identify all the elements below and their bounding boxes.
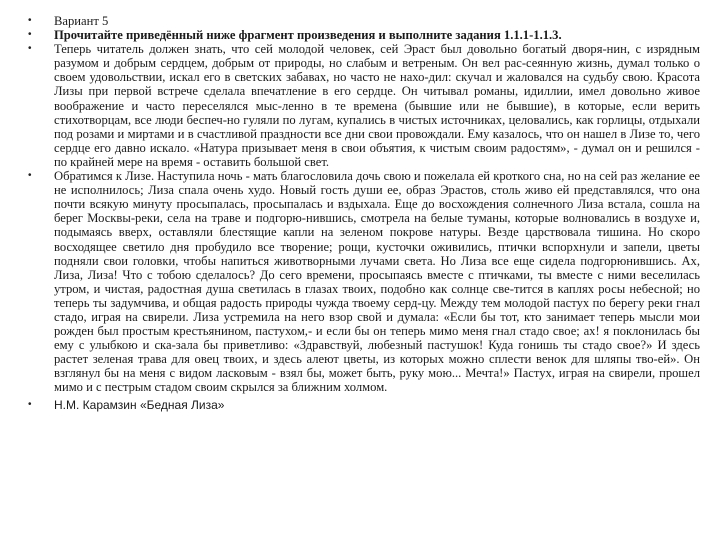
bullet-icon: • bbox=[28, 15, 32, 26]
document-page bbox=[28, 14, 700, 412]
paragraph-1: Теперь читатель должен знать, что сей молодой человек, сей Эраст был довольно богатый дворя-нин, с изрядным разумом и добрым сердцем, добрым от природы, но слабым и ветреным. Он вел рас-сеянную жизнь, думал только о своем удовольствии, искал его в светских забавах, но часто не нахо-дил: скучал и жаловался на судьбу свою. Красота Лизы при первой встрече сделала впечатление в его сердце. Он читывал романы, идиллии, имел довольно живое воображение и часто переселялся мыс-ленно в те времена (бывшие или не бывшие), в которые, если верить стихотворцам, все люди беспеч-но гуляли по лугам, купались в чистых источниках, целовались, как горлицы, отдыхали под розами и миртами и в счастливой праздности все дни свои провождали. Ему казалось, что он нашел в Лизе то, чего сердце его давно искало. «Натура призывает меня в свои объятия, к чистым своим радостям», - думал он и решился - по крайней мере на время - оставить большой свет. bbox=[54, 42, 700, 169]
bullet-icon: • bbox=[28, 43, 32, 55]
bullet-icon: • bbox=[28, 29, 32, 41]
list-item-paragraph-2 bbox=[28, 169, 700, 395]
list-item-author bbox=[28, 398, 700, 412]
bullet-icon: • bbox=[28, 398, 32, 410]
bullet-list bbox=[28, 14, 700, 412]
bullet-icon: • bbox=[28, 170, 32, 182]
list-item-variant bbox=[28, 14, 700, 28]
author-line: Н.М. Карамзин «Бедная Лиза» bbox=[54, 397, 225, 412]
variant-label: Вариант 5 bbox=[54, 14, 109, 28]
task-heading: Прочитайте приведённый ниже фрагмент произведения и выполните задания 1.1.1-1.1.3. bbox=[54, 28, 562, 43]
list-item-task-heading bbox=[28, 28, 700, 42]
paragraph-2: Обратимся к Лизе. Наступила ночь - мать благословила дочь свою и пожелала ей кроткого сна, но на сей раз желание ее не исполнилось; Лиза спала очень худо. Новый гость души ее, образ Эрастов, столь живо ей представлялся, что она почти всякую минуту просыпалась, просыпалась и вздыхала. Еще до восхождения солнечного Лиза встала, сошла на берег Москвы-реки, села на траве и подгорю-нившись, смотрела на белые туманы, которые волновались в воздухе и, подымаясь вверх, оставляли блестящие капли на зеленом покрове натуры. Везде царствовала тишина. Но скоро восходящее светило дня пробудило все творение; рощи, кусточки оживились, птички вспорхнули и запели, цветы подняли свои головки, чтобы напиться животворными лучами света. Но Лиза все еще сидела подгорюнившись. Ах, Лиза, Лиза! Что с тобою сделалось? До сего времени, просыпаясь вместе с птичками, ты вместе с ними веселилась утром, и чистая, радостная душа светилась в глазах твоих, подобно как солнце све-тится в каплях росы небесной; но теперь ты задумчива, и общая радость природы чужда твоему серд-цу. Между тем молодой пастух по берегу реки гнал стадо, играя на свирели. Лиза устремила на него взор свой и думала: «Если бы тот, кто занимает теперь мысли мои рожден был простым крестьянином, пастухом,- и если бы он теперь мимо меня гнал стадо свое; ах! я поклонилась бы ему с улыбкою и ска-зала бы приветливо: «Здравствуй, любезный пастушок! Куда гонишь ты стадо свое?» И здесь растет зеленая трава для овец твоих, и здесь алеют цветы, из которых можно сплести венок для шляпы тво-ей». Он взглянул бы на меня с видом ласковым - взял бы, может быть, руку мою... Мечта!» Пастух, играя на свирели, прошел мимо и с пестрым стадом своим скрылся за ближним холмом. bbox=[54, 169, 700, 395]
list-item-paragraph-1 bbox=[28, 42, 700, 169]
